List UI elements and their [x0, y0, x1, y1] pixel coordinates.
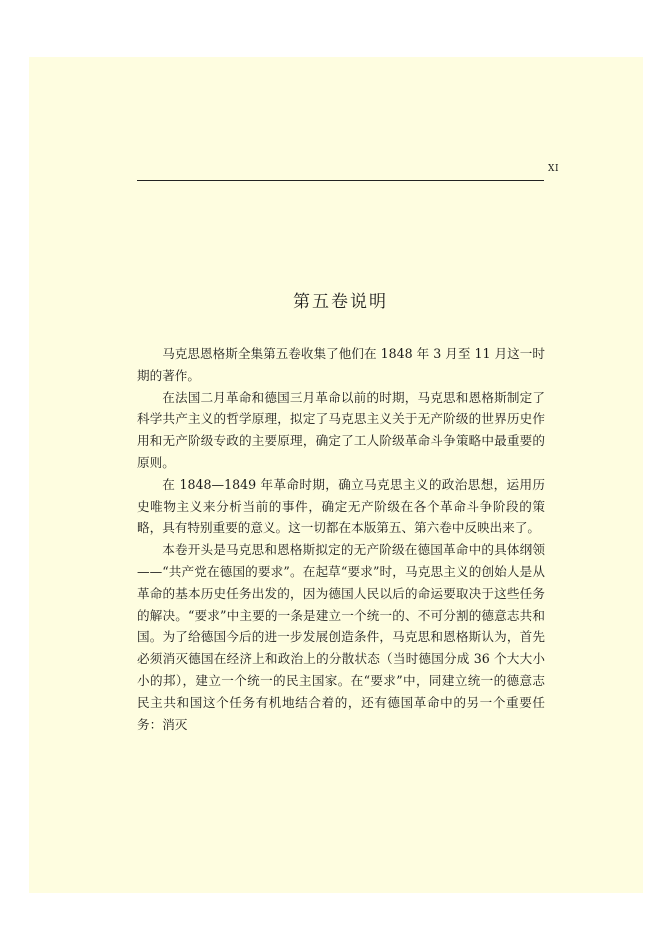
page-number: XI	[548, 164, 559, 174]
chapter-title: 第五卷说明	[293, 292, 388, 312]
body-text	[137, 343, 545, 735]
paragraph: 在法国二月革命和德国三月革命以前的时期，马克思和恩格斯制定了科学共产主义的哲学原理，拟定了马克思主义关于无产阶级的世界历史作用和无产阶级专政的主要原理，确定了工人阶级革命斗争策略中最重要的原则。	[137, 389, 545, 470]
paragraph: 在 1848—1849 年革命时期，确立马克思主义的政治思想，运用历史唯物主义来分析当前的事件，确定无产阶级在各个革命斗争阶段的策略，具有特别重要的意义。这一切都在本版第五、第六卷中反映出来了。	[137, 476, 545, 536]
paragraph: 马克思恩格斯全集第五卷收集了他们在 1848 年 3 月至 11 月这一时期的著作。	[137, 346, 545, 383]
book-page	[29, 57, 643, 893]
paragraph: 本卷开头是马克思和恩格斯拟定的无产阶级在德国革命中的具体纲领——“共产党在德国的要求”。在起草“要求”时，马克思主义的创始人是从革命的基本历史任务出发的，因为德国人民以后的命运要取决于这些任务的解决。“要求”中主要的一条是建立一个统一的、不可分割的德意志共和国。为了给德国今后的进一步发展创造条件，马克思和恩格斯认为，首先必须消灭德国在经济上和政治上的分散状态（当时德国分成 36 个大大小小的邦），建立一个统一的民主国家。在“要求”中，同建立统一的德意志民主共和国这个任务有机地结合着的，还有德国革命中的另一个重要任务：消灭	[137, 542, 545, 732]
header-rule	[137, 180, 544, 181]
